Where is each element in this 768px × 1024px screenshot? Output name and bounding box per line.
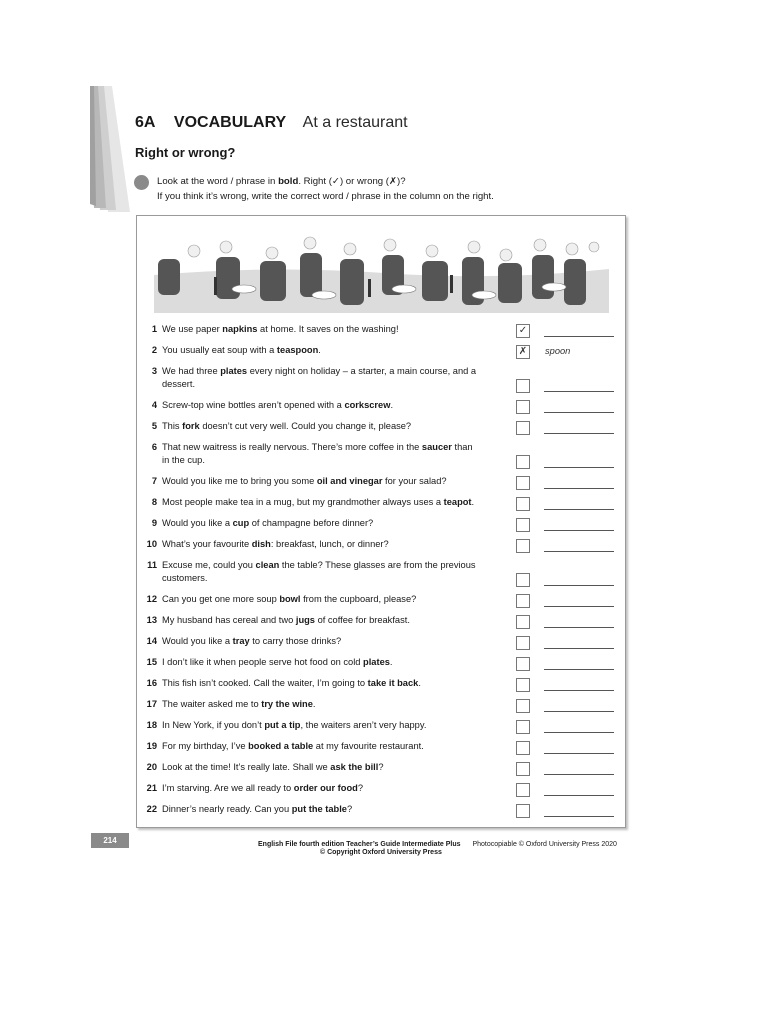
sentence-text: than in the cup.: [162, 442, 473, 465]
sentence-text: Would you like me to bring you some: [162, 476, 317, 486]
sentence-text: ?: [357, 783, 363, 793]
item-sentence: [162, 803, 478, 816]
section-category: VOCABULARY: [173, 114, 287, 131]
sentence-text: .: [390, 400, 394, 410]
sentence-text: Look at the time! It’s really late. Shall we: [162, 762, 331, 772]
sentence-text: Dinner’s nearly ready. Can you: [162, 804, 292, 814]
answer-checkbox[interactable]: ✓: [516, 324, 530, 338]
item-sentence: [162, 656, 478, 669]
item-number: 16: [146, 678, 157, 688]
answer-line[interactable]: [544, 488, 614, 489]
answer-line[interactable]: [544, 774, 614, 775]
sentence-text: We use paper: [162, 324, 223, 334]
item-number: 9: [151, 518, 157, 528]
sentence-text: from the cupboard, please?: [300, 594, 417, 604]
sentence-text: at home. It saves on the washing!: [257, 324, 399, 334]
sentence-text: .: [471, 497, 475, 507]
item-number: 6: [151, 442, 157, 452]
footer: [258, 841, 617, 848]
instruction-text: Look at the word / phrase in: [157, 176, 279, 187]
item-sentence: [162, 719, 478, 732]
answer-checkbox[interactable]: [516, 636, 530, 650]
target-phrase: clean: [255, 560, 280, 570]
answer-checkbox[interactable]: [516, 539, 530, 553]
item-sentence: [162, 698, 478, 711]
footer-photocopiable: Photocopiable © Oxford University Press 2020: [472, 841, 617, 848]
item-number: 10: [146, 539, 157, 549]
answer-checkbox[interactable]: [516, 573, 530, 587]
sentence-text: .: [312, 699, 316, 709]
answer-line[interactable]: [544, 690, 614, 691]
sentence-text: This fish isn’t cooked. Call the waiter, I’m going to: [162, 678, 368, 688]
item-sentence: [162, 344, 478, 357]
target-phrase: jugs: [295, 615, 315, 625]
answer-checkbox[interactable]: [516, 518, 530, 532]
sentence-text: Can you get one more soup: [162, 594, 280, 604]
instruction-bold: bold: [278, 176, 299, 187]
answer-checkbox[interactable]: [516, 699, 530, 713]
answer-line[interactable]: [544, 391, 614, 392]
item-sentence: [162, 517, 478, 530]
answer-line[interactable]: [544, 669, 614, 670]
sentence-text: of champagne before dinner?: [249, 518, 374, 528]
item-sentence: [162, 538, 478, 551]
answer-checkbox[interactable]: [516, 804, 530, 818]
answer-checkbox[interactable]: [516, 783, 530, 797]
sentence-text: to carry those drinks?: [249, 636, 342, 646]
sentence-text: every night on holiday – a starter, a main course, and a dessert.: [162, 366, 477, 389]
sentence-text: I don’t like it when people serve hot food on cold: [162, 657, 364, 667]
answer-checkbox[interactable]: [516, 379, 530, 393]
answer-checkbox[interactable]: [516, 720, 530, 734]
page-heading: [135, 114, 408, 132]
item-number: 15: [146, 657, 157, 667]
sentence-text: .: [418, 678, 421, 688]
item-number: 7: [151, 476, 157, 486]
item-number: 20: [146, 762, 157, 772]
sentence-text: the table? These glasses are from the previous customers.: [162, 560, 476, 583]
answer-line[interactable]: [544, 585, 614, 586]
sentence-text: My husband has cereal and two: [162, 615, 296, 625]
target-phrase: take it back: [367, 678, 419, 688]
answer-line[interactable]: [544, 795, 614, 796]
item-number: 2: [151, 345, 157, 355]
item-sentence: [162, 782, 478, 795]
answer-line[interactable]: [544, 467, 614, 468]
sentence-text: You usually eat soup with a: [162, 345, 277, 355]
answer-checkbox[interactable]: [516, 762, 530, 776]
sentence-text: Most people make tea in a mug, but my grandmother always uses a: [162, 497, 444, 507]
sentence-text: .: [389, 657, 393, 667]
unit-code: 6A: [135, 114, 156, 131]
item-number: 12: [146, 594, 157, 604]
target-phrase: oil and vinegar: [316, 476, 383, 486]
answer-checkbox[interactable]: ✗: [516, 345, 530, 359]
target-phrase: plates: [363, 657, 390, 667]
section-topic: At a restaurant: [302, 114, 408, 131]
answer-line[interactable]: [544, 551, 614, 552]
item-sentence: [162, 420, 478, 433]
answer-checkbox[interactable]: [516, 421, 530, 435]
item-number: 3: [151, 366, 157, 376]
answer-line[interactable]: [544, 336, 614, 337]
item-number: 1: [151, 324, 157, 334]
answer-checkbox[interactable]: [516, 476, 530, 490]
answer-text: spoon: [545, 346, 571, 356]
sentence-text: In New York, if you don’t: [162, 720, 265, 730]
item-sentence: [162, 614, 478, 627]
sentence-text: doesn’t cut very well. Could you change it, please?: [199, 421, 412, 431]
item-number: 21: [146, 783, 157, 793]
item-sentence: [162, 441, 478, 466]
answer-line[interactable]: [544, 648, 614, 649]
instruction-line-2: If you think it’s wrong, write the correct word / phrase in the column on the right.: [157, 191, 494, 202]
sentence-text: We had three: [162, 366, 221, 376]
target-phrase: saucer: [421, 442, 452, 452]
item-number: 13: [146, 615, 157, 625]
item-sentence: [162, 475, 478, 488]
answer-checkbox[interactable]: [516, 455, 530, 469]
target-phrase: put a tip: [264, 720, 301, 730]
item-number: 18: [146, 720, 157, 730]
target-phrase: order our food: [293, 783, 358, 793]
answer-line[interactable]: [544, 816, 614, 817]
answer-checkbox[interactable]: [516, 615, 530, 629]
exercise-title: Right or wrong?: [135, 145, 236, 160]
item-number: 19: [146, 741, 157, 751]
answer-line[interactable]: [544, 530, 614, 531]
sentence-text: of coffee for breakfast.: [314, 615, 410, 625]
answer-checkbox[interactable]: [516, 594, 530, 608]
sentence-text: at my favourite restaurant.: [313, 741, 424, 751]
item-number: 17: [146, 699, 157, 709]
answer-checkbox[interactable]: [516, 678, 530, 692]
corner-decoration: [90, 86, 130, 212]
sentence-text: For my birthday, I’ve: [162, 741, 249, 751]
footer-title: English File fourth edition Teacher’s Guide Intermediate Plus: [258, 841, 461, 848]
page-number: 214: [91, 833, 129, 848]
sentence-text: ?: [346, 804, 353, 814]
answer-checkbox[interactable]: [516, 400, 530, 414]
sentence-text: I’m starving. Are we all ready to: [162, 783, 294, 793]
item-number: 8: [151, 497, 157, 507]
sentence-text: Would you like a: [162, 518, 233, 528]
target-phrase: put the table: [291, 804, 347, 814]
item-sentence: [162, 365, 478, 390]
target-phrase: dish: [251, 539, 271, 549]
sentence-text: The waiter asked me to: [162, 699, 262, 709]
answer-checkbox[interactable]: [516, 497, 530, 511]
target-phrase: fork: [182, 421, 200, 431]
restaurant-illustration: [154, 229, 609, 313]
sentence-text: Excuse me, could you: [162, 560, 256, 570]
sentence-text: for your salad?: [382, 476, 447, 486]
item-sentence: [162, 323, 478, 336]
sentence-text: , the waiters aren’t very happy.: [300, 720, 427, 730]
sentence-text: : breakfast, lunch, or dinner?: [270, 539, 389, 549]
item-sentence: [162, 593, 478, 606]
item-number: 11: [147, 560, 157, 570]
answer-line[interactable]: [544, 627, 614, 628]
instruction-text: . Right (✓) or wrong (✗)?: [298, 176, 406, 187]
target-phrase: corkscrew: [344, 400, 391, 410]
answer-line[interactable]: [544, 509, 614, 510]
answer-checkbox[interactable]: [516, 657, 530, 671]
item-number: 5: [151, 421, 157, 431]
bullet-icon: [134, 175, 149, 190]
item-sentence: [162, 635, 478, 648]
sentence-text: This: [162, 421, 183, 431]
target-phrase: ask the bill: [330, 762, 379, 772]
answer-line[interactable]: [544, 753, 614, 754]
target-phrase: booked a table: [248, 741, 314, 751]
target-phrase: bowl: [279, 594, 301, 604]
target-phrase: plates: [220, 366, 248, 376]
item-sentence: [162, 761, 478, 774]
item-sentence: [162, 559, 478, 584]
item-sentence: [162, 677, 478, 690]
answer-line[interactable]: [544, 606, 614, 607]
answer-line[interactable]: [544, 711, 614, 712]
item-sentence: [162, 496, 478, 509]
sentence-text: .: [318, 345, 321, 355]
target-phrase: try the wine: [261, 699, 313, 709]
answer-line[interactable]: [544, 732, 614, 733]
footer-copyright: © Copyright Oxford University Press: [320, 849, 442, 856]
sentence-text: That new waitress is really nervous. There’s more coffee in the: [162, 442, 422, 452]
answer-line[interactable]: [544, 433, 614, 434]
item-sentence: [162, 740, 478, 753]
instruction-line-1: [157, 175, 406, 189]
item-number: 14: [146, 636, 157, 646]
answer-checkbox[interactable]: [516, 741, 530, 755]
target-phrase: tray: [232, 636, 250, 646]
target-phrase: teaspoon: [276, 345, 319, 355]
sentence-text: What’s your favourite: [162, 539, 252, 549]
target-phrase: napkins: [222, 324, 258, 334]
item-number: 22: [146, 804, 157, 814]
sentence-text: Screw-top wine bottles aren’t opened with a: [162, 400, 345, 410]
target-phrase: cup: [232, 518, 250, 528]
item-sentence: [162, 399, 478, 412]
sentence-text: Would you like a: [162, 636, 233, 646]
item-number: 4: [151, 400, 157, 410]
sentence-text: ?: [378, 762, 384, 772]
answer-line[interactable]: [544, 412, 614, 413]
target-phrase: teapot: [443, 497, 472, 507]
